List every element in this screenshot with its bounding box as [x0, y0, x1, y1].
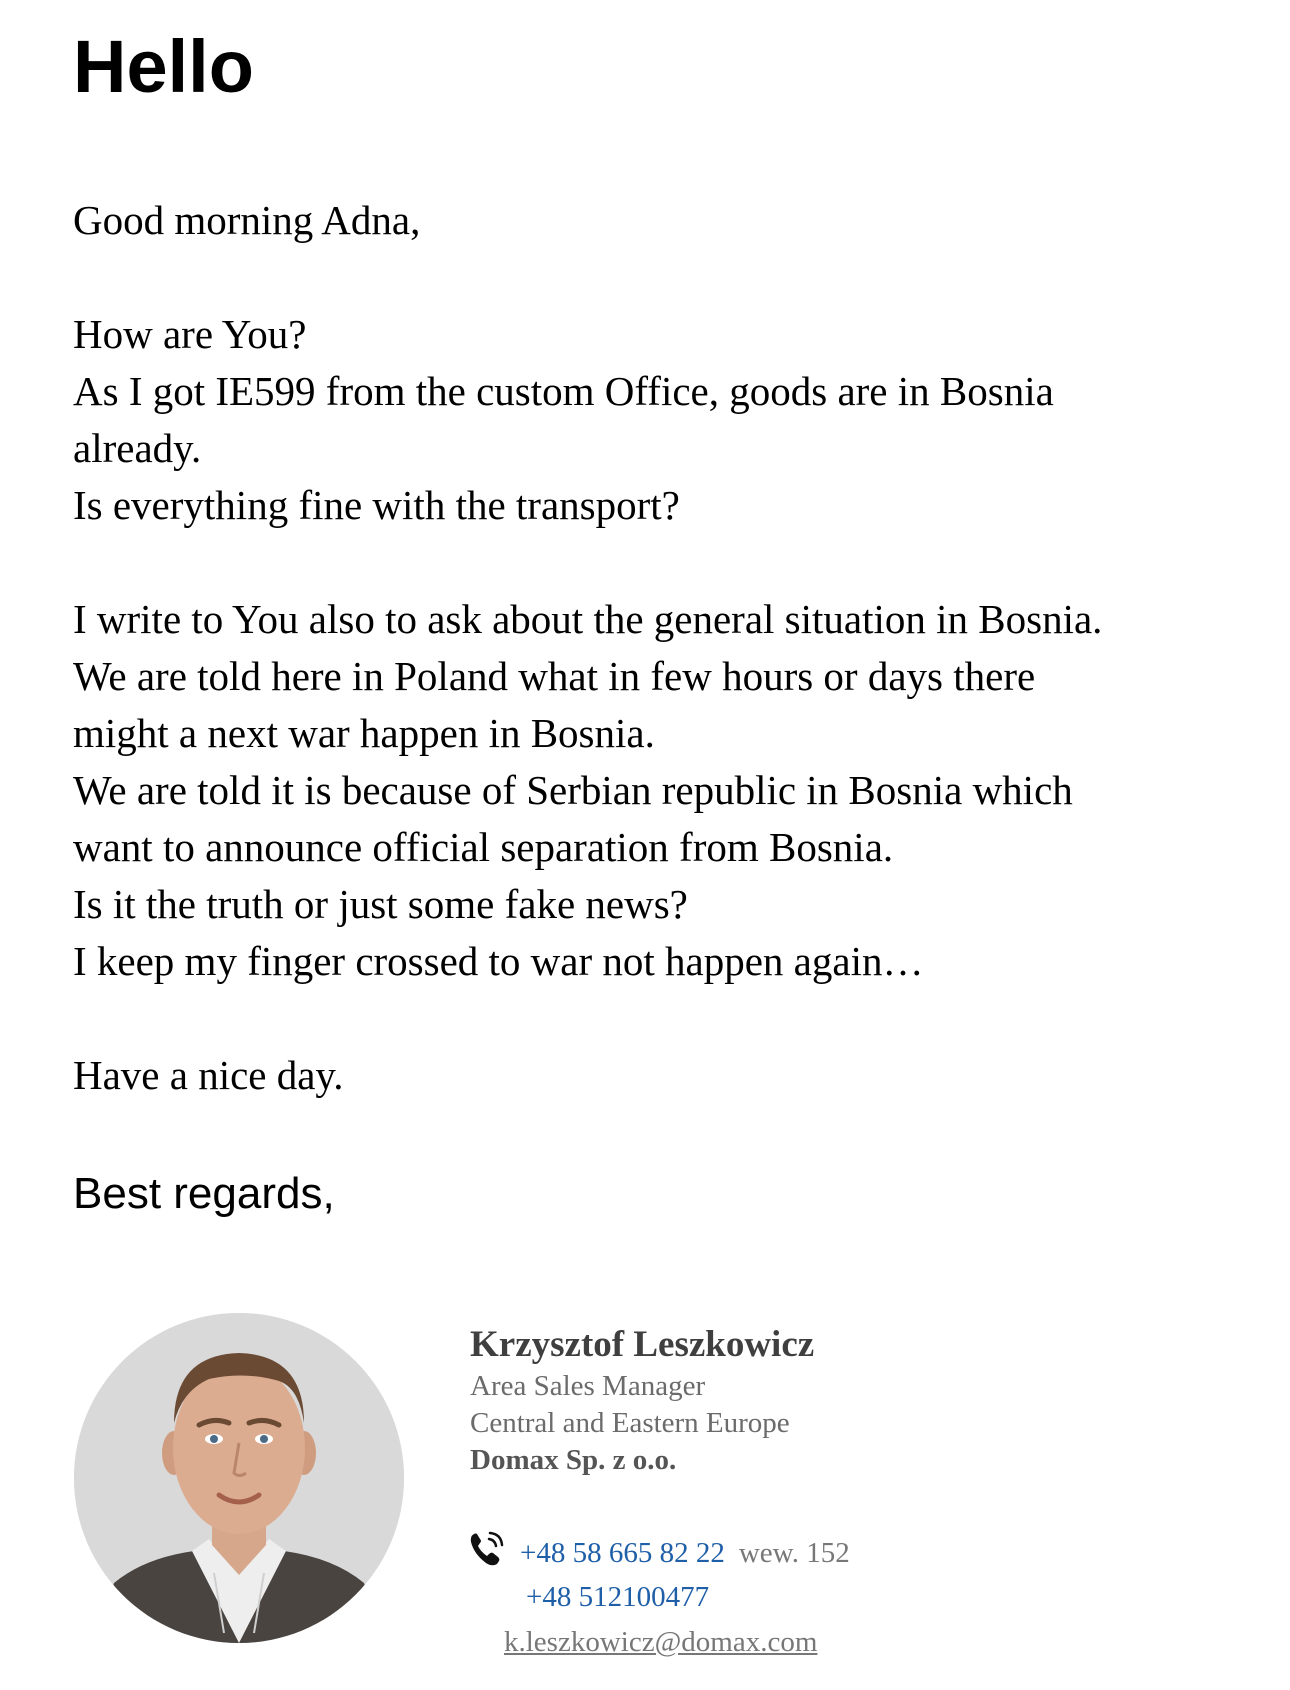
- signature-company: Domax Sp. z o.o.: [470, 1444, 677, 1476]
- mobile-row: [526, 1577, 709, 1617]
- email-subject: Hello: [73, 25, 254, 108]
- body-line: As I got IE599 from the custom Office, goods are in Bosnia: [73, 368, 1054, 414]
- body-line: We are told it is because of Serbian republic in Bosnia which: [73, 767, 1073, 813]
- signature-title: Area Sales Manager: [470, 1370, 706, 1402]
- avatar: [74, 1313, 404, 1643]
- phone-extension: wew. 152: [738, 1537, 850, 1569]
- closing-text: Best regards,: [73, 1169, 335, 1218]
- body-gap: [73, 249, 1223, 306]
- signature-name: Krzysztof Leszkowicz: [470, 1324, 815, 1365]
- email-row: [504, 1622, 817, 1662]
- body-line: Good morning Adna,: [73, 197, 421, 243]
- portrait-image: [74, 1313, 404, 1643]
- body-line: Is everything fine with the transport?: [73, 482, 680, 528]
- phone-row: [468, 1530, 850, 1573]
- signature-region: Central and Eastern Europe: [470, 1407, 790, 1439]
- body-line: want to announce official separation from Bosnia.: [73, 824, 894, 870]
- email-link[interactable]: k.leszkowicz@domax.com: [504, 1626, 818, 1658]
- body-line: I keep my finger crossed to war not happen again…: [73, 938, 924, 984]
- body-line: might a next war happen in Bosnia.: [73, 710, 655, 756]
- body-gap: [73, 534, 1223, 591]
- phone-link[interactable]: +48 58 665 82 22: [520, 1537, 725, 1569]
- body-line: We are told here in Poland what in few hours or days there: [73, 653, 1036, 699]
- body-gap: [73, 990, 1223, 1047]
- body-line: already.: [73, 425, 202, 471]
- signature-block: [470, 1322, 814, 1479]
- body-line: I write to You also to ask about the general situation in Bosnia.: [73, 596, 1103, 642]
- phone-icon: [468, 1530, 506, 1568]
- email-body: [73, 192, 1223, 1104]
- body-line: Is it the truth or just some fake news?: [73, 881, 688, 927]
- body-line: How are You?: [73, 311, 307, 357]
- mobile-link[interactable]: +48 512100477: [526, 1581, 710, 1613]
- body-line: Have a nice day.: [73, 1052, 344, 1098]
